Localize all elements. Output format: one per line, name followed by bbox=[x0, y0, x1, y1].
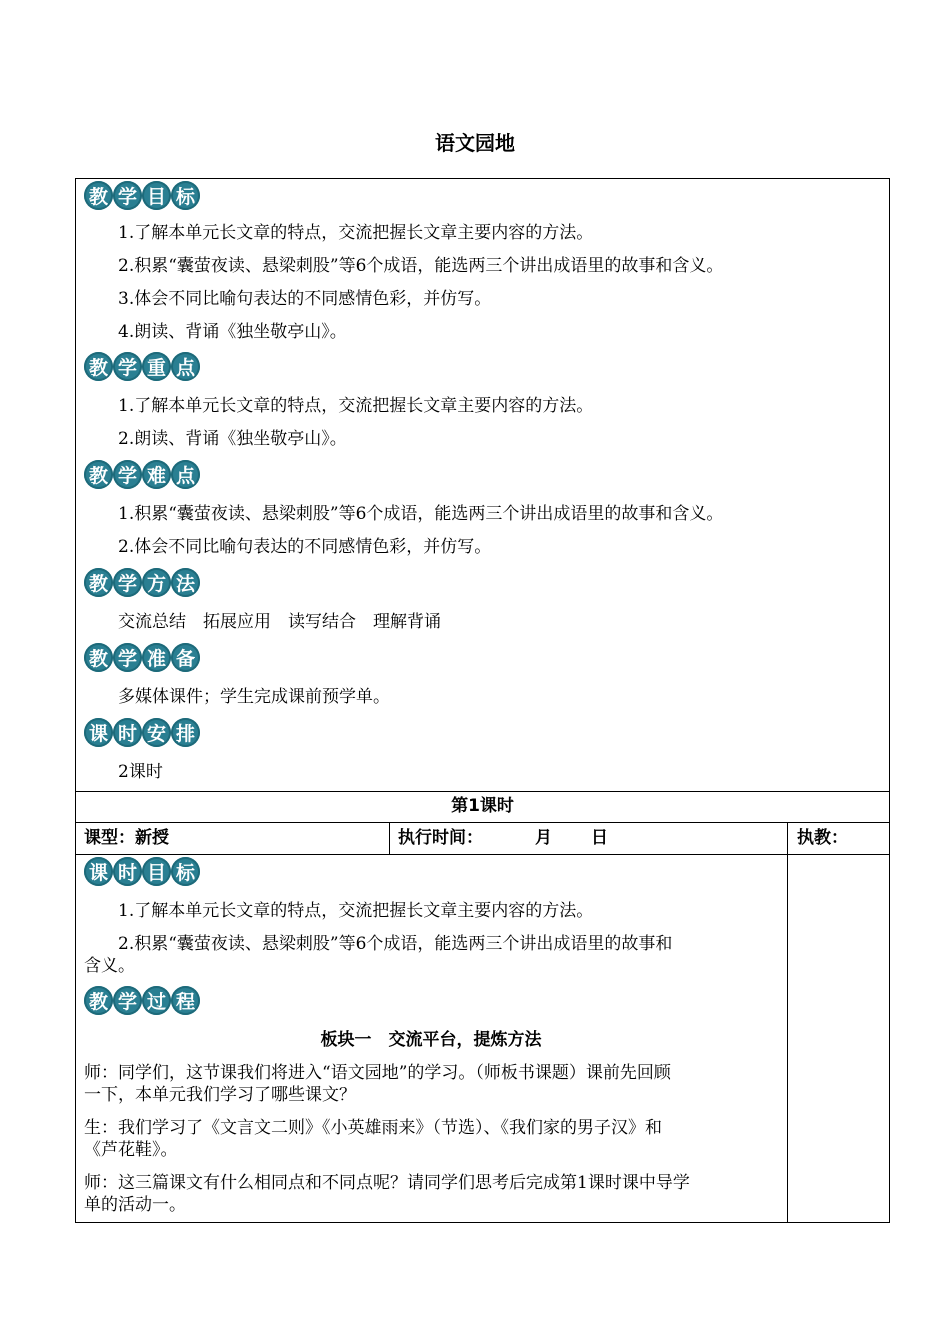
page-title: 语文园地 bbox=[435, 131, 515, 155]
dialogue-line: 生：我们学习了《文言文二则》《小英雄雨来》（节选）、《我们家的男子汉》和 bbox=[84, 1118, 662, 1138]
badge-char: 过 bbox=[142, 986, 171, 1015]
teacher-label: 执教： bbox=[797, 828, 848, 848]
badge-char: 时 bbox=[113, 718, 142, 747]
badge-char: 重 bbox=[142, 352, 171, 381]
badge-char: 目 bbox=[142, 857, 171, 886]
badge-char: 教 bbox=[84, 643, 113, 672]
preparation-text: 多媒体课件；学生完成课前预学单。 bbox=[118, 687, 390, 707]
badge-char: 时 bbox=[113, 857, 142, 886]
table-divider bbox=[75, 791, 890, 792]
month-label: 月 bbox=[535, 828, 552, 848]
badge-char: 学 bbox=[113, 352, 142, 381]
badge-char: 准 bbox=[142, 643, 171, 672]
badge-char: 点 bbox=[171, 460, 200, 489]
badge-char: 课 bbox=[84, 857, 113, 886]
lesson-type: 课型：新授 bbox=[84, 828, 169, 848]
goals-badge bbox=[84, 181, 200, 213]
methods-badge bbox=[84, 568, 200, 600]
execution-time-label: 执行时间： bbox=[398, 828, 483, 848]
dialogue-line: 《芦花鞋》。 bbox=[84, 1140, 178, 1160]
dialogue-line: 一下，本单元我们学习了哪些课文？ bbox=[84, 1085, 356, 1105]
badge-char: 排 bbox=[171, 718, 200, 747]
key-points-badge bbox=[84, 352, 200, 384]
goal-item: 1.了解本单元长文章的特点，交流把握长文章主要内容的方法。 bbox=[118, 223, 594, 243]
badge-char: 标 bbox=[171, 857, 200, 886]
badge-char: 教 bbox=[84, 181, 113, 210]
badge-char: 课 bbox=[84, 718, 113, 747]
lesson-goal-item: 1.了解本单元长文章的特点，交流把握长文章主要内容的方法。 bbox=[118, 901, 594, 921]
schedule-badge bbox=[84, 718, 200, 750]
block-title: 板块一 交流平台，提炼方法 bbox=[320, 1030, 542, 1050]
badge-char: 程 bbox=[171, 986, 200, 1015]
badge-char: 教 bbox=[84, 986, 113, 1015]
badge-char: 学 bbox=[113, 181, 142, 210]
dialogue-line: 师：这三篇课文有什么相同点和不同点呢？请同学们思考后完成第1课时课中导学 bbox=[84, 1173, 690, 1193]
badge-char: 点 bbox=[171, 352, 200, 381]
badge-char: 备 bbox=[171, 643, 200, 672]
badge-char: 法 bbox=[171, 568, 200, 597]
goal-item: 4.朗读、背诵《独坐敬亭山》。 bbox=[118, 322, 347, 342]
table-divider bbox=[389, 822, 390, 854]
difficulties-badge bbox=[84, 460, 200, 492]
badge-char: 安 bbox=[142, 718, 171, 747]
badge-char: 学 bbox=[113, 643, 142, 672]
day-label: 日 bbox=[591, 828, 608, 848]
difficulty-item: 2.体会不同比喻句表达的不同感情色彩，并仿写。 bbox=[118, 537, 492, 557]
difficulty-item: 1.积累“囊萤夜读、悬梁刺股”等6个成语，能选两三个讲出成语里的故事和含义。 bbox=[118, 504, 724, 524]
badge-char: 难 bbox=[142, 460, 171, 489]
badge-char: 学 bbox=[113, 460, 142, 489]
table-divider bbox=[75, 822, 890, 823]
key-point-item: 1.了解本单元长文章的特点，交流把握长文章主要内容的方法。 bbox=[118, 396, 594, 416]
badge-char: 学 bbox=[113, 986, 142, 1015]
badge-char: 教 bbox=[84, 352, 113, 381]
badge-char: 标 bbox=[171, 181, 200, 210]
lesson-goal-item: 2.积累“囊萤夜读、悬梁刺股”等6个成语，能选两三个讲出成语里的故事和 bbox=[118, 934, 673, 954]
dialogue-line: 单的活动一。 bbox=[84, 1195, 186, 1215]
badge-char: 学 bbox=[113, 568, 142, 597]
badge-char: 目 bbox=[142, 181, 171, 210]
key-point-item: 2.朗读、背诵《独坐敬亭山》。 bbox=[118, 429, 347, 449]
goal-item: 2.积累“囊萤夜读、悬梁刺股”等6个成语，能选两三个讲出成语里的故事和含义。 bbox=[118, 256, 724, 276]
badge-char: 教 bbox=[84, 460, 113, 489]
lesson-header: 第1课时 bbox=[451, 796, 514, 816]
preparation-badge bbox=[84, 643, 200, 675]
lesson-goal-item-cont: 含义。 bbox=[84, 956, 135, 976]
methods-text: 交流总结 拓展应用 读写结合 理解背诵 bbox=[118, 612, 441, 632]
lesson-goals-badge bbox=[84, 857, 200, 889]
badge-char: 教 bbox=[84, 568, 113, 597]
table-divider bbox=[75, 854, 890, 855]
table-divider bbox=[787, 822, 788, 1222]
process-badge bbox=[84, 986, 200, 1018]
dialogue-line: 师：同学们，这节课我们将进入“语文园地”的学习。（师板书课题）课前先回顾 bbox=[84, 1063, 671, 1083]
schedule-text: 2课时 bbox=[118, 762, 163, 782]
goal-item: 3.体会不同比喻句表达的不同感情色彩，并仿写。 bbox=[118, 289, 492, 309]
badge-char: 方 bbox=[142, 568, 171, 597]
